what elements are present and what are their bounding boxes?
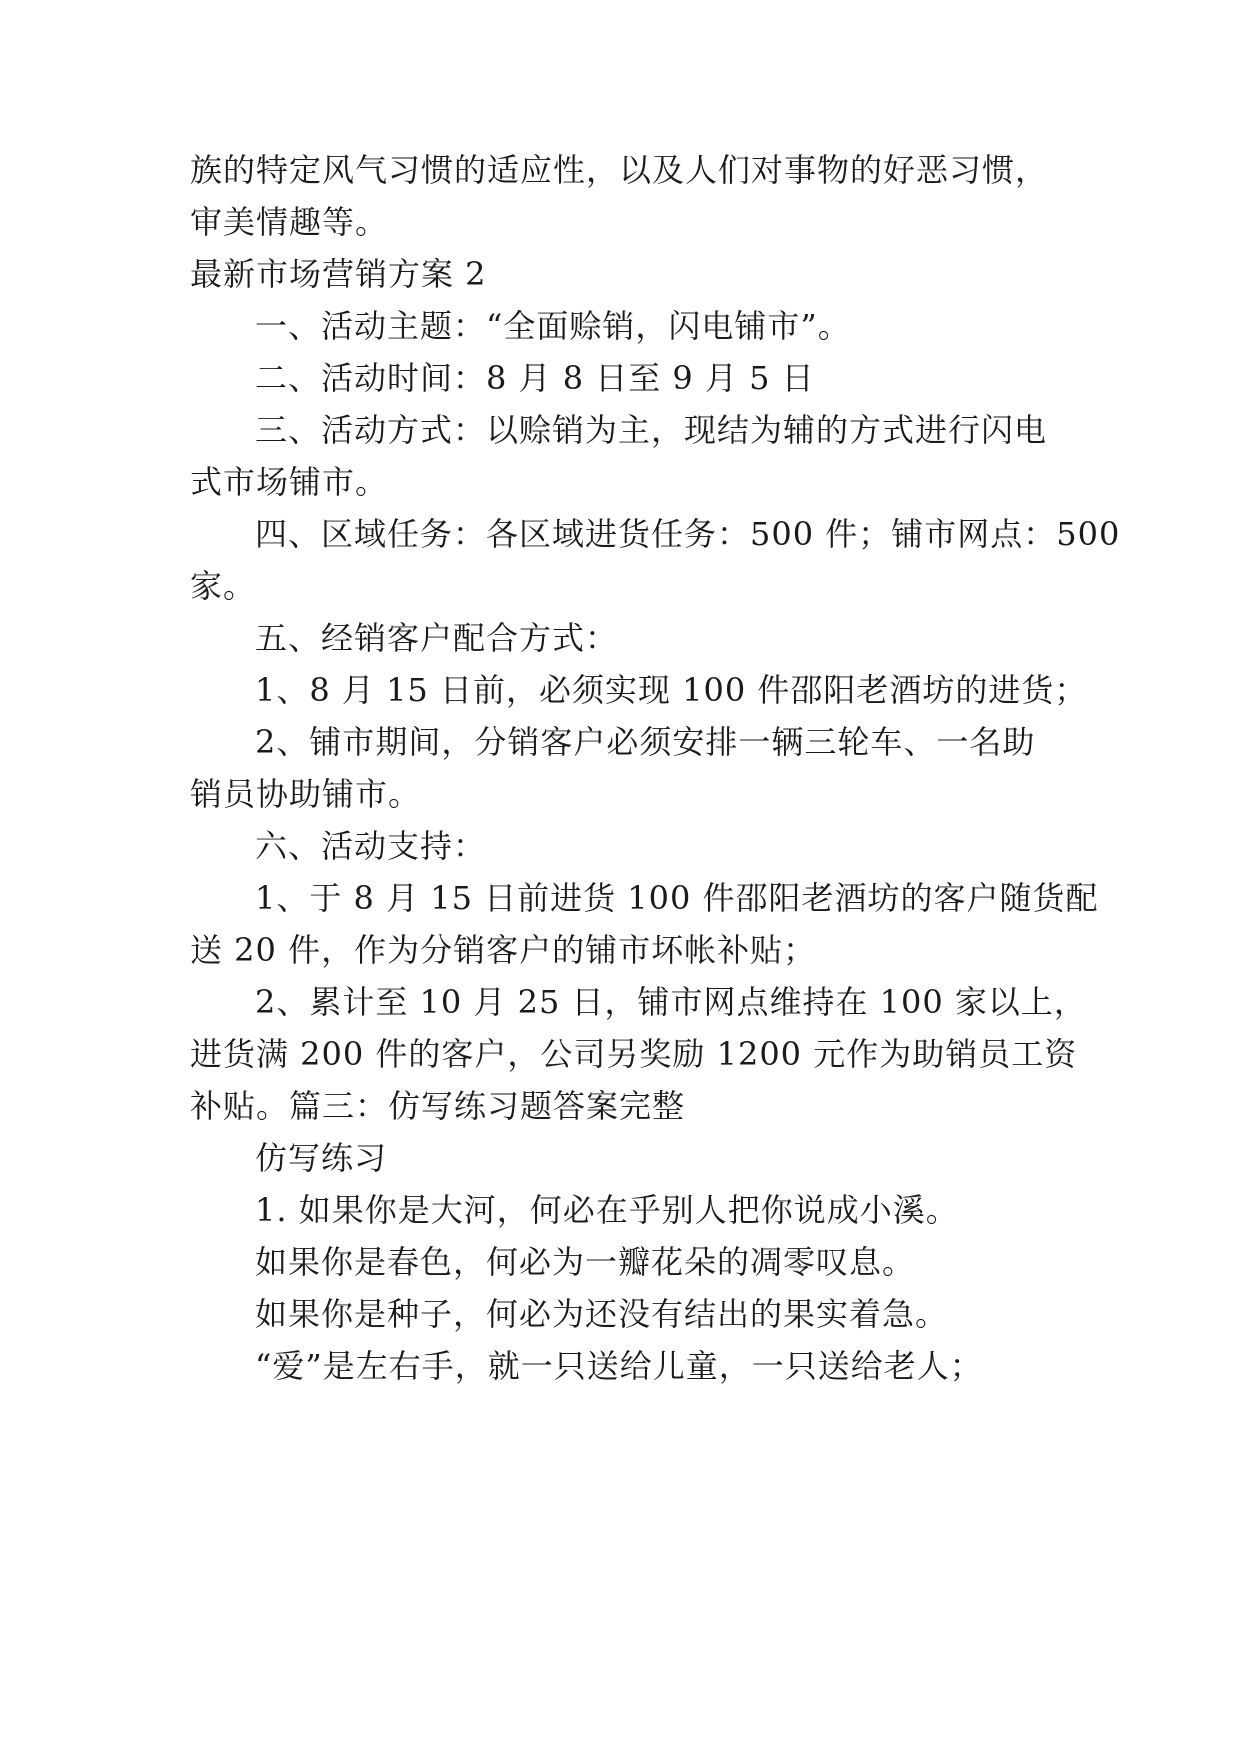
paragraph-line: 1. 如果你是大河，何必在乎别人把你说成小溪。	[255, 1191, 959, 1229]
paragraph-line: 一、活动主题：“全面赊销，闪电铺市”。	[255, 307, 851, 345]
paragraph-line: “爱”是左右手，就一只送给儿童，一只送给老人；	[255, 1347, 983, 1385]
paragraph-line: 二、活动时间：8 月 8 日至 9 月 5 日	[255, 359, 815, 397]
paragraph-line: 2、累计至 10 月 25 日，铺市网点维持在 100 家以上，	[255, 983, 1087, 1021]
paragraph-line: 进货满 200 件的客户，公司另奖励 1200 元作为助销员工资	[190, 1035, 1078, 1073]
paragraph-line: 1、于 8 月 15 日前进货 100 件邵阳老酒坊的客户随货配	[255, 879, 1099, 917]
paragraph-line: 补贴。篇三：仿写练习题答案完整	[190, 1087, 686, 1125]
paragraph-line: 三、活动方式：以赊销为主，现结为辅的方式进行闪电	[255, 411, 1048, 449]
paragraph-line: 如果你是春色，何必为一瓣花朵的凋零叹息。	[255, 1243, 916, 1281]
paragraph-line: 如果你是种子，何必为还没有结出的果实着急。	[255, 1295, 949, 1333]
paragraph-line: 式市场铺市。	[190, 463, 389, 501]
paragraph-line: 审美情趣等。	[190, 203, 389, 241]
paragraph-line: 1、8 月 15 日前，必须实现 100 件邵阳老酒坊的进货；	[255, 671, 1088, 709]
paragraph-line: 仿写练习	[255, 1139, 388, 1177]
section-heading: 最新市场营销方案 2	[190, 255, 487, 293]
paragraph-line: 2、铺市期间，分销客户必须安排一辆三轮车、一名助	[255, 723, 1036, 761]
paragraph-line: 家。	[190, 567, 257, 605]
paragraph-line: 五、经销客户配合方式：	[255, 619, 619, 657]
paragraph-line: 送 20 件，作为分销客户的铺市坏帐补贴；	[190, 931, 817, 969]
paragraph-line: 族的特定风气习惯的适应性，以及人们对事物的好恶习惯，	[190, 151, 1049, 189]
paragraph-line: 六、活动支持：	[255, 827, 487, 865]
paragraph-line: 销员协助铺市。	[190, 775, 422, 813]
paragraph-line: 四、区域任务：各区域进货任务：500 件；铺市网点：500	[255, 515, 1121, 553]
